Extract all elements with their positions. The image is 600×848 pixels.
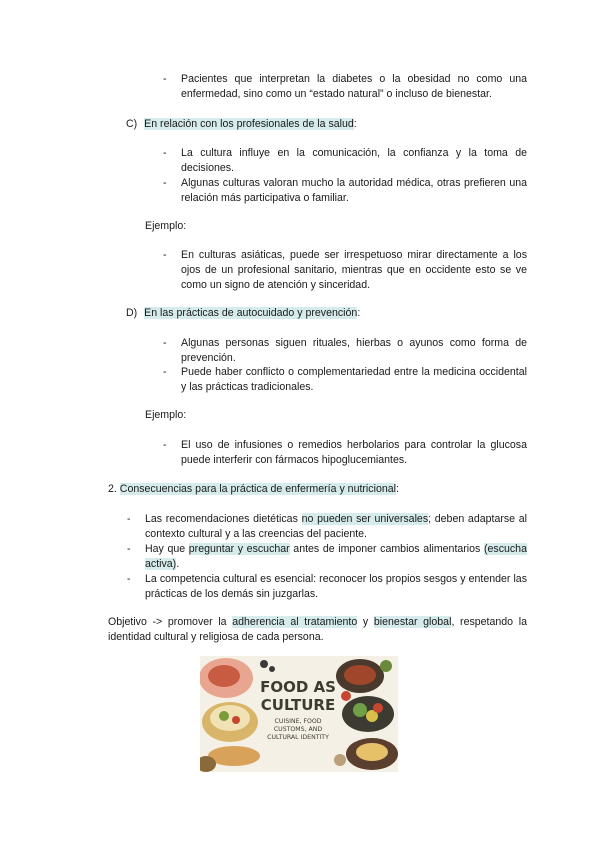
image-subtitle-line2: CUSTOMS, AND	[273, 726, 323, 733]
bullet-text: En culturas asiáticas, puede ser irrespetuoso mirar directamente a los ojos de un profesional sanitario, mientras que en occidente esto se ve como un signo de atención y sinceridad.	[181, 249, 527, 291]
text-run: Objetivo -> promover la	[108, 616, 233, 628]
dish-icon	[208, 665, 240, 687]
section-d-example-bullet	[163, 438, 527, 468]
image-title-line1: FOOD AS	[260, 678, 336, 696]
bullet-dash: -	[163, 73, 167, 85]
text-run: , respetando la identidad cultural y religiosa de cada persona.	[108, 616, 527, 643]
bullet-dash: -	[127, 543, 131, 555]
section-c-title: En relación con los profesionales de la salud	[144, 118, 354, 130]
food-icon	[334, 754, 346, 766]
bullet-text: Algunas personas siguen rituales, hierbas o ayunos como forma de prevención.	[181, 337, 527, 364]
example-label: Ejemplo:	[145, 220, 187, 232]
objective-paragraph	[108, 615, 527, 645]
example-label: Ejemplo:	[145, 409, 187, 421]
food-icon	[356, 743, 388, 761]
colon: :	[395, 483, 399, 495]
section-d-heading	[126, 306, 360, 321]
vegetable-icon	[219, 711, 229, 721]
section-2-heading	[108, 482, 399, 497]
section-d-prefix: D)	[126, 307, 138, 319]
bean-icon	[260, 660, 268, 668]
tomato-icon	[232, 716, 240, 724]
section-2-bullet	[127, 542, 527, 572]
bullet-dash: -	[163, 147, 167, 159]
bullet-dash: -	[163, 249, 167, 261]
section-2-title: Consecuencias para la práctica de enfermería y nutricional	[119, 483, 396, 495]
image-title-line2: CULTURE	[260, 696, 336, 714]
section-c-heading	[126, 117, 357, 132]
section-2-prefix: 2.	[108, 483, 117, 495]
bullet-text: Algunas culturas valoran mucho la autoridad médica, otras prefieren una relación más participativa o familiar.	[181, 177, 527, 204]
section-c-prefix: C)	[126, 118, 138, 130]
tomato-icon	[373, 703, 383, 713]
highlight: preguntar y escuchar	[188, 543, 290, 555]
section-d-bullet	[163, 365, 527, 395]
top-bullet	[163, 72, 527, 102]
bean-icon	[269, 666, 275, 672]
food-as-culture-image	[200, 656, 398, 772]
section-2-bullet	[127, 512, 527, 542]
salad-icon	[353, 703, 367, 717]
section-d-title: En las prácticas de autocuidado y prevención	[144, 307, 358, 319]
bullet-text: Pacientes que interpretan la diabetes o la obesidad no como una enfermedad, sino como un “estado natural” o incluso de bienestar.	[181, 73, 527, 100]
bullet-dash: -	[163, 337, 167, 349]
herb-icon	[380, 660, 392, 672]
image-subtitle-line1: CUISINE, FOOD	[274, 718, 322, 725]
section-2-bullet	[127, 572, 527, 602]
text-run: y	[357, 616, 374, 628]
bullet-dash: -	[163, 177, 167, 189]
text-run: .	[176, 558, 180, 570]
bullet-text: La cultura influye en la comunicación, la confianza y la toma de decisiones.	[181, 147, 527, 174]
section-c-bullet	[163, 176, 527, 206]
text-run: Las recomendaciones dietéticas	[145, 513, 302, 525]
highlight: bienestar global	[373, 616, 452, 628]
meat-icon	[344, 665, 376, 685]
bullet-dash: -	[127, 513, 131, 525]
tomato-icon	[341, 691, 351, 701]
bullet-text: El uso de infusiones o remedios herbolarios para controlar la glucosa puede interferir con fármacos hipoglucemiantes.	[181, 439, 527, 466]
highlight: no pueden ser universales	[301, 513, 429, 525]
colon: :	[357, 307, 361, 319]
rice-icon	[210, 705, 250, 731]
bullet-text: Puede haber conflicto o complementariedad entre la medicina occidental y las prácticas tradicionales.	[181, 366, 527, 393]
bullet-dash: -	[163, 366, 167, 378]
colon: :	[353, 118, 357, 130]
section-d-bullet	[163, 336, 527, 366]
food-illustration	[200, 656, 398, 772]
bullet-text: La competencia cultural es esencial: reconocer los propios sesgos y entender las prácticas de los demás sin juzgarlas.	[145, 573, 527, 600]
highlight: (escucha activa)	[145, 543, 527, 570]
text-run: ; deben adaptarse al contexto cultural y a las creencias del paciente.	[145, 513, 527, 540]
section-c-bullet	[163, 146, 527, 176]
bullet-dash: -	[127, 573, 131, 585]
section-c-example-bullet	[163, 248, 527, 293]
image-subtitle-line3: CULTURAL IDENTITY	[267, 734, 329, 741]
highlight: adherencia al tratamiento	[232, 616, 358, 628]
bullet-dash: -	[163, 439, 167, 451]
text-run: Hay que	[145, 543, 189, 555]
text-run: antes de imponer cambios alimentarios	[289, 543, 484, 555]
